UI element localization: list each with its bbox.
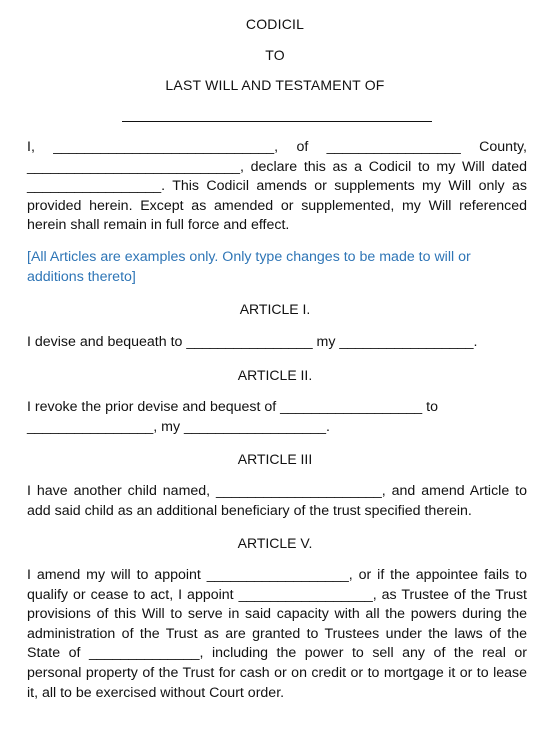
document-heading: LAST WILL AND TESTAMENT OF — [165, 77, 385, 93]
article-text: I devise and bequeath to ________________ my _________________. — [27, 334, 478, 350]
instruction-note: [All Articles are examples only. Only type changes to be made to will or additions thereto] — [27, 249, 471, 285]
article-text: I amend my will to appoint __________________, or if the appointee fails to qualify or cease to act, I appoint _________________, as Trustee of the Trust provisions of this Will to serve in said capacity with all the powers during the administration of the Trust as are granted to Trustees under the laws of the State of ______________, including the power to sell any of the real or personal property of the Trust for cash or on credit or to mortgage it or to lease it, all to be exercised without Court order. — [27, 567, 527, 701]
article-heading: ARTICLE V. — [237, 535, 313, 551]
intro-paragraph: I, ____________________________, of _________________ County, ___________________________, declare this as a Codicil to my Will dated _________________. This Codicil amends or supplements my Will only as provided herein. Except as amended or supplemented, my Will referenced herein shall remain in full force and effect. — [27, 139, 527, 234]
article-heading: ARTICLE II. — [237, 367, 313, 383]
article-heading: ARTICLE I. — [239, 301, 311, 317]
document-subtitle: TO — [265, 47, 285, 63]
testator-name-line[interactable] — [122, 121, 432, 122]
article-heading: ARTICLE III — [237, 451, 313, 467]
article-text: I revoke the prior devise and bequest of __________________ to ________________, my __________________. — [27, 399, 438, 435]
article-text: I have another child named, _____________________, and amend Article to add said child as an additional beneficiary of the trust specified therein. — [27, 483, 527, 519]
document-title: CODICIL — [245, 16, 305, 32]
